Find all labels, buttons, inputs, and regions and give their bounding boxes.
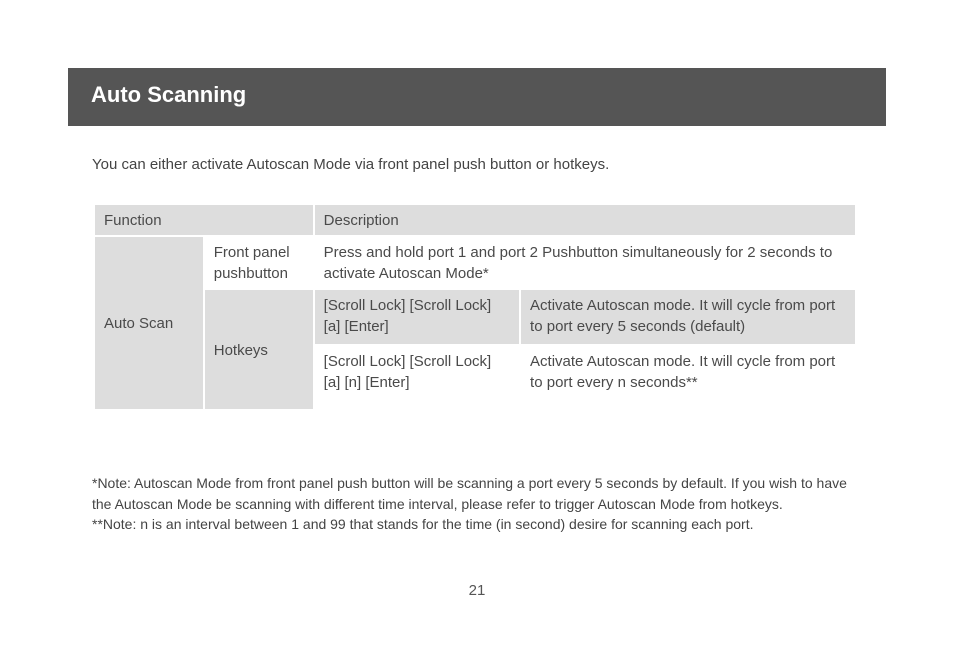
method-hotkeys: Hotkeys bbox=[205, 290, 313, 409]
footnote-2: **Note: n is an interval between 1 and 99 that stands for the time (in second) desire for scanning each port. bbox=[92, 516, 754, 532]
function-auto-scan: Auto Scan bbox=[95, 237, 203, 409]
header-function: Function bbox=[95, 205, 313, 235]
section-header-bar bbox=[68, 68, 886, 126]
method-front-panel: Front panel pushbutton bbox=[205, 237, 313, 288]
footnote-1: *Note: Autoscan Mode from front panel push button will be scanning a port every 5 seconds by default. If you wish to have the Autoscan Mode be scanning with different time interval, please refer to trigger Autoscan Mode from hotkeys. bbox=[92, 475, 847, 512]
hotkey-description-custom: Activate Autoscan mode. It will cycle from port to port every n seconds** bbox=[521, 346, 855, 409]
table-header-row bbox=[95, 205, 855, 235]
header-description: Description bbox=[315, 205, 855, 235]
hotkey-keys-default: [Scroll Lock] [Scroll Lock] [a] [Enter] bbox=[315, 290, 519, 344]
table-row bbox=[95, 237, 855, 288]
page-number: 21 bbox=[468, 582, 486, 599]
hotkey-keys-custom: [Scroll Lock] [Scroll Lock] [a] [n] [Enter] bbox=[315, 346, 519, 409]
footnotes bbox=[92, 473, 862, 535]
autoscan-function-table bbox=[93, 203, 857, 411]
intro-text: You can either activate Autoscan Mode via front panel push button or hotkeys. bbox=[92, 156, 610, 173]
section-title: Auto Scanning bbox=[91, 82, 247, 107]
front-panel-description: Press and hold port 1 and port 2 Pushbutton simultaneously for 2 seconds to activate Autoscan Mode* bbox=[315, 237, 855, 288]
table-row bbox=[95, 290, 855, 344]
hotkey-description-default: Activate Autoscan mode. It will cycle from port to port every 5 seconds (default) bbox=[521, 290, 855, 344]
